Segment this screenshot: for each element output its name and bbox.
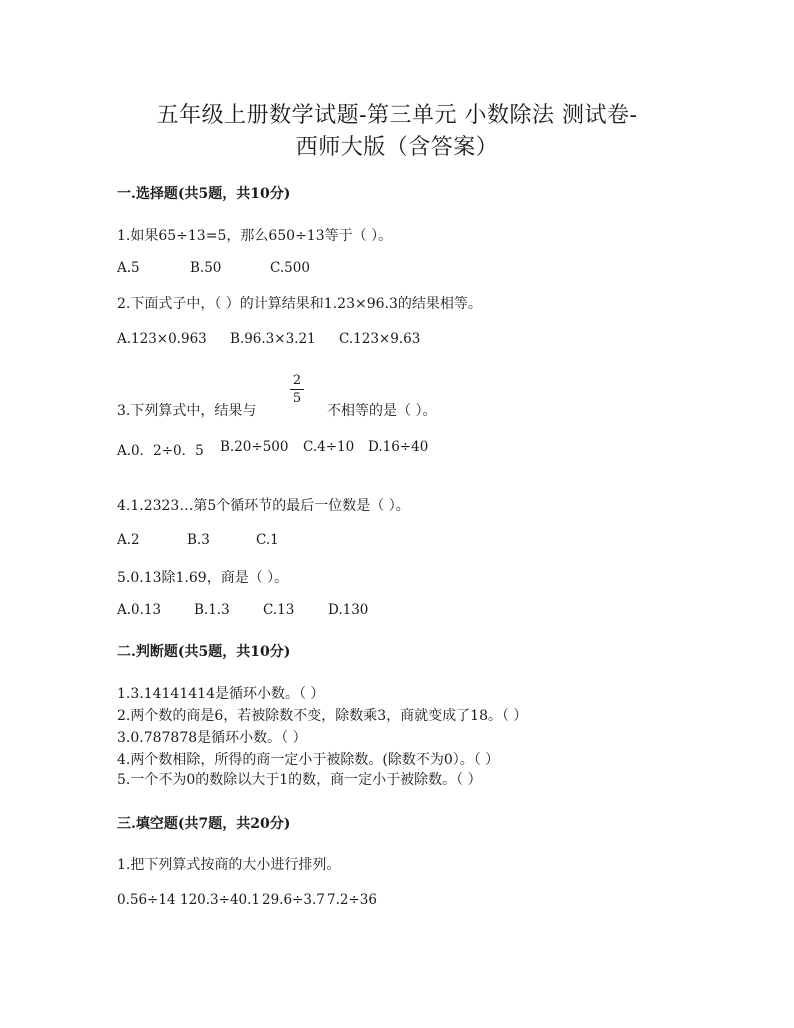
judgment-item-5: 5.一个不为0的数除以大于1的数，商一定小于被除数。（ ） (117, 772, 482, 788)
fill-question-1-expr-1: 0.56÷14 (117, 892, 176, 908)
question-4-option-b: B.3 (187, 532, 210, 548)
question-2-text: 2.下面式子中，（ ）的计算结果和1.23×96.3的结果相等。 (117, 296, 482, 312)
question-1-text: 1.如果65÷13=5，那么650÷13等于（ ）。 (117, 228, 393, 244)
fraction-numerator: 2 (292, 373, 302, 388)
fraction-bar (290, 389, 304, 390)
question-3-text-before: 3.下列算式中，结果与 (117, 403, 257, 419)
question-4-option-a: A.2 (117, 532, 140, 548)
fill-question-1-expr-2: 120.3÷40.1 (180, 892, 261, 908)
section-heading-judgment: 二.判断题(共5题，共10分) (117, 644, 291, 660)
fill-question-1-expr-3: 29.6÷3.7 (262, 892, 325, 908)
question-3-fraction (290, 373, 304, 406)
question-1-option-c: C.500 (270, 260, 310, 276)
judgment-item-4: 4.两个数相除，所得的商一定小于被除数。(除数不为0）。（ ） (117, 752, 500, 768)
question-1-option-a: A.5 (117, 260, 140, 276)
fraction-denominator: 5 (292, 391, 302, 406)
question-2-option-c: C.123×9.63 (339, 331, 421, 347)
question-3-option-d: D.16÷40 (368, 439, 429, 455)
question-5-option-a: A.0.13 (117, 602, 162, 618)
section-heading-fill-blank: 三.填空题(共7题，共20分) (117, 816, 291, 832)
judgment-item-1: 1.3.14141414是循环小数。（ ） (117, 686, 325, 702)
question-4-text: 4.1.2323…第5个循环节的最后一位数是（ ）。 (117, 498, 410, 514)
judgment-item-2: 2.两个数的商是6，若被除数不变，除数乘3，商就变成了18。（ ） (117, 708, 528, 724)
fill-question-1-expr-4: 7.2÷36 (327, 892, 377, 908)
fill-question-1-text: 1.把下列算式按商的大小进行排列。 (117, 857, 341, 873)
question-4-option-c: C.1 (256, 532, 279, 548)
page-title-line1: 五年级上册数学试题-第三单元 小数除法 测试卷- (156, 103, 638, 128)
question-3-text-after: 不相等的是（ ）。 (327, 403, 437, 419)
question-3-option-b: B.20÷500 (220, 439, 289, 455)
question-5-option-d: D.130 (328, 602, 369, 618)
section-heading-choice: 一.选择题(共5题，共10分) (117, 186, 291, 202)
question-2-option-a: A.123×0.963 (117, 331, 207, 347)
question-3-option-c: C.4÷10 (303, 439, 355, 455)
question-2-option-b: B.96.3×3.21 (230, 331, 316, 347)
page-title-line2: 西师大版（含答案） (295, 135, 499, 160)
question-1-option-b: B.50 (190, 260, 222, 276)
question-3-option-a: A.0．2÷0．5 (117, 443, 204, 459)
question-5-option-b: B.1.3 (194, 602, 230, 618)
question-5-text: 5.0.13除1.69，商是（ ）。 (117, 570, 289, 586)
question-5-option-c: C.13 (263, 602, 295, 618)
judgment-item-3: 3.0.787878是循环小数。（ ） (117, 730, 307, 746)
